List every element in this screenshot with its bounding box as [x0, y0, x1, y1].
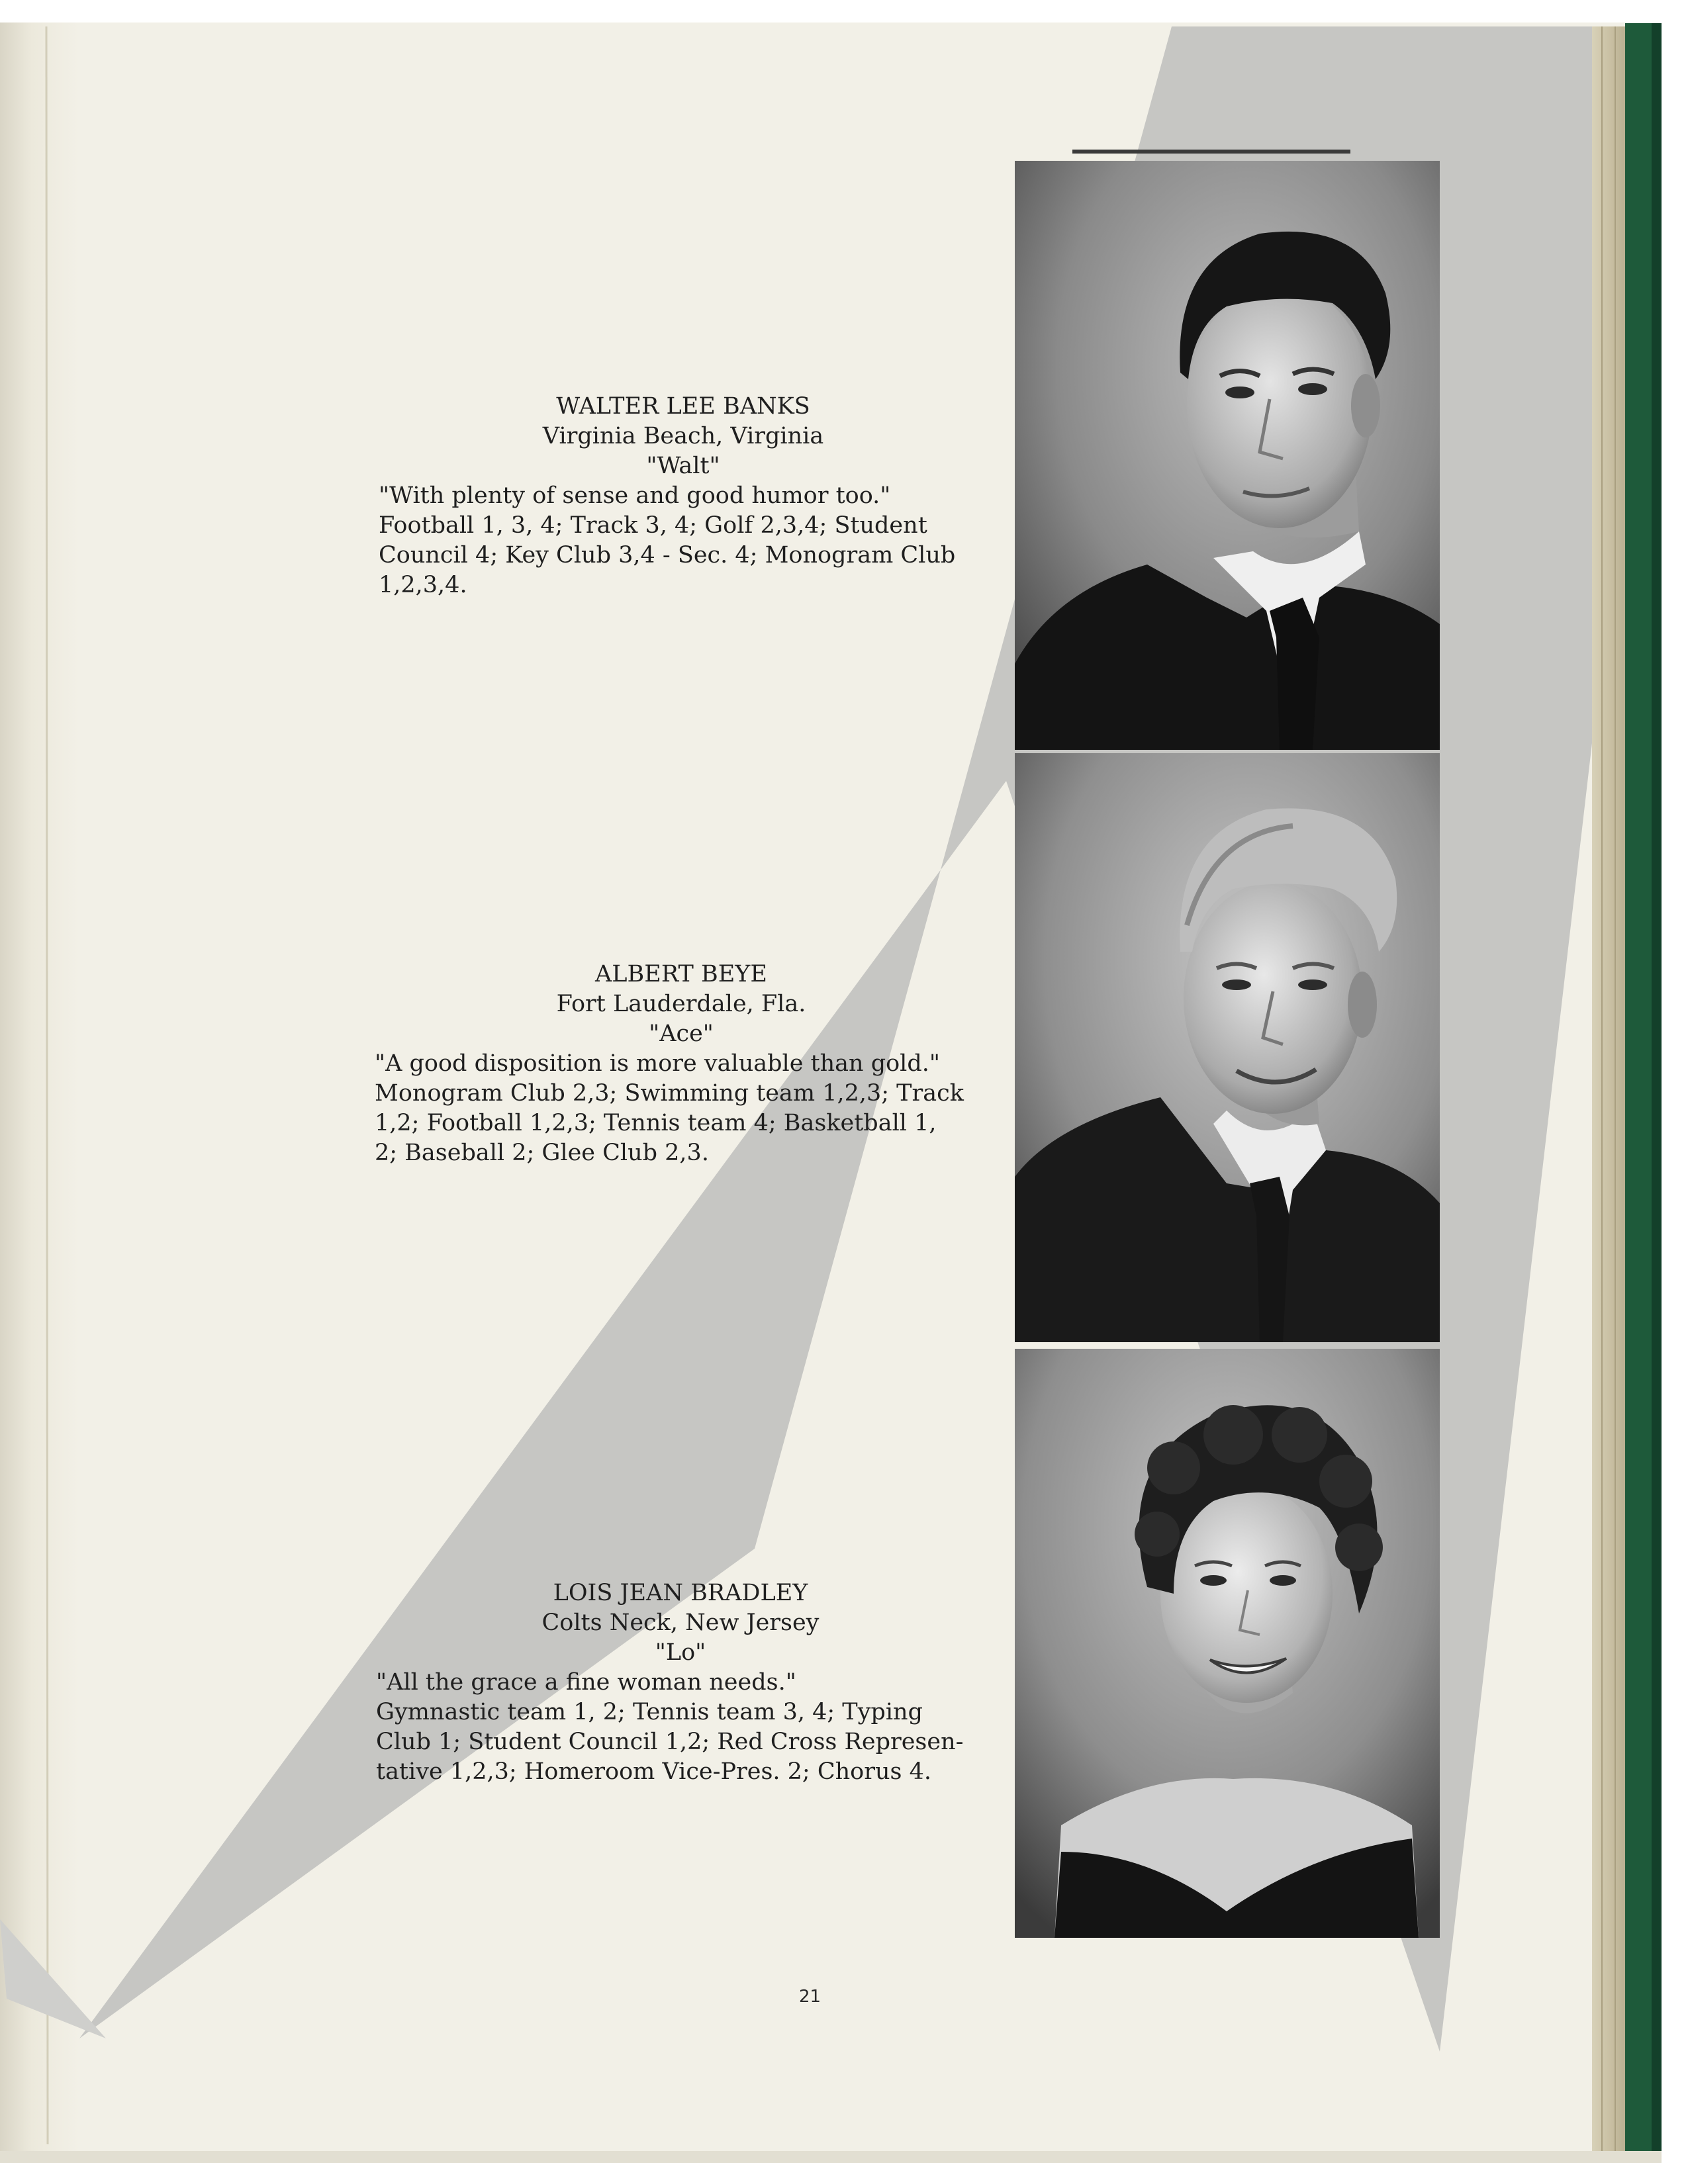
- senior-hometown: Virginia Beach, Virginia: [542, 423, 824, 449]
- activities-line: 2; Baseball 2; Glee Club 2,3.: [375, 1140, 709, 1166]
- activities-line: Council 4; Key Club 3,4 - Sec. 4; Monogram Club: [379, 542, 956, 569]
- activities-line: Football 1, 3, 4; Track 3, 4; Golf 2,3,4; Student: [379, 512, 927, 539]
- senior-activities: [376, 1698, 985, 1787]
- activities-line: Monogram Club 2,3; Swimming team 1,2,3; Track: [375, 1080, 964, 1107]
- senior-nickname: "Lo": [655, 1639, 706, 1666]
- activities-line: 1,2,3,4.: [379, 572, 467, 598]
- gutter-shadow: [0, 20, 79, 2158]
- senior-activities: [379, 511, 988, 600]
- senior-entry-walter-lee-banks: [379, 392, 988, 600]
- senior-hometown: Fort Lauderdale, Fla.: [556, 991, 806, 1017]
- senior-name: ALBERT BEYE: [595, 961, 767, 987]
- senior-nickname: "Ace": [649, 1021, 714, 1047]
- senior-quote: "With plenty of sense and good humor too.": [379, 482, 891, 509]
- senior-nickname: "Walt": [646, 453, 720, 479]
- senior-name: LOIS JEAN BRADLEY: [553, 1580, 808, 1606]
- activities-line: 1,2; Football 1,2,3; Tennis team 4; Basketball 1,: [375, 1110, 937, 1136]
- senior-hometown: Colts Neck, New Jersey: [541, 1610, 820, 1636]
- senior-quote: "All the grace a fine woman needs.": [376, 1669, 796, 1696]
- senior-portrait-albert-beye: [1015, 753, 1440, 1342]
- senior-name: WALTER LEE BANKS: [556, 393, 810, 420]
- senior-quote: "A good disposition is more valuable than gold.": [375, 1050, 940, 1077]
- scan-bottom-border: [0, 2161, 1688, 2184]
- scan-right-border: [1662, 0, 1688, 2184]
- photo-top-rule: [1072, 150, 1350, 154]
- page-number: 21: [799, 1987, 821, 2007]
- activities-line: Gymnastic team 1, 2; Tennis team 3, 4; Typing: [376, 1699, 923, 1725]
- senior-entry-lois-jean-bradley: [376, 1578, 985, 1787]
- activities-line: Club 1; Student Council 1,2; Red Cross Represen-: [376, 1729, 964, 1755]
- senior-entry-albert-beye: [375, 960, 988, 1168]
- page-edges: [1592, 26, 1628, 2164]
- activities-line: tative 1,2,3; Homeroom Vice-Pres. 2; Chorus 4.: [376, 1758, 931, 1785]
- gutter-fold-line: [46, 26, 48, 2144]
- scan-top-border: [0, 0, 1688, 23]
- senior-activities: [375, 1079, 988, 1168]
- senior-portrait-lois-jean-bradley: [1015, 1349, 1440, 1938]
- senior-portrait-walter-lee-banks: [1015, 161, 1440, 750]
